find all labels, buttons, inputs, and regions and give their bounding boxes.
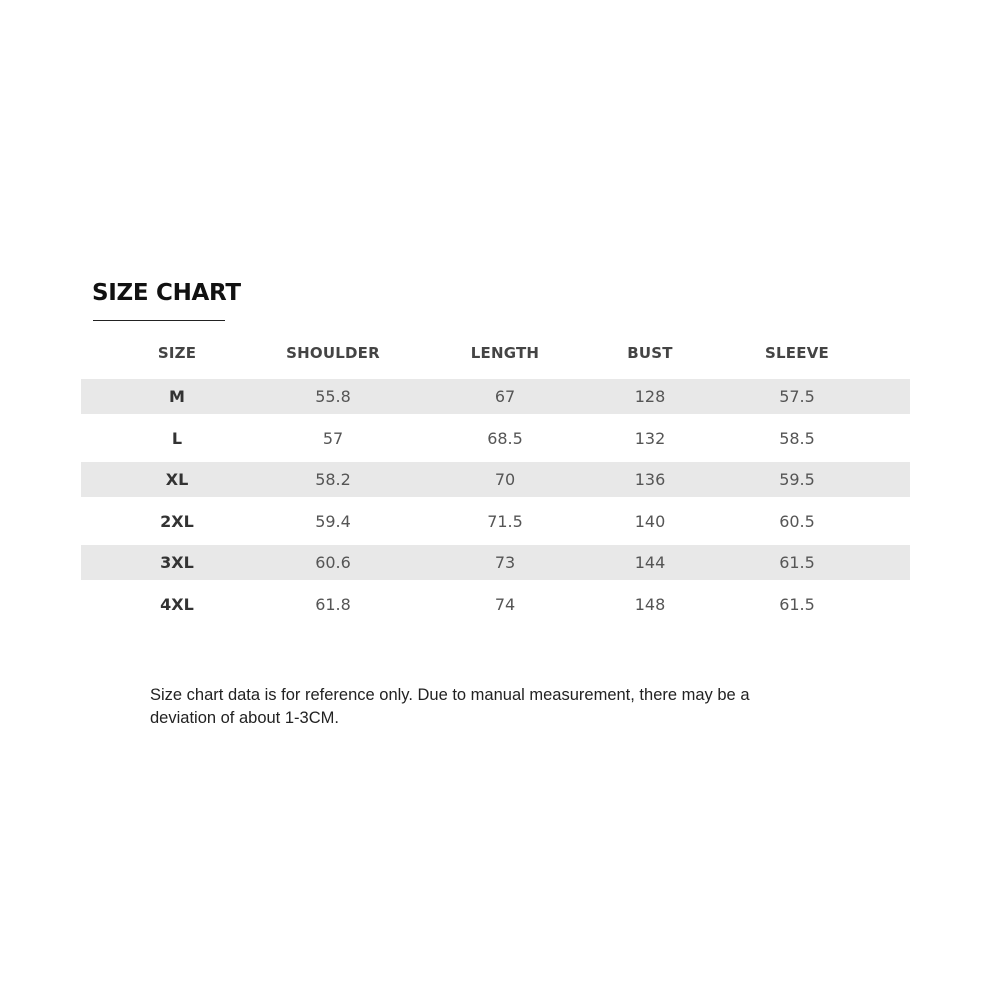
column-header-bust: BUST	[627, 344, 673, 362]
size-cell: 3XL	[160, 553, 194, 572]
size-cell: 2XL	[160, 511, 194, 531]
disclaimer-note: Size chart data is for reference only. Due to manual measurement, there may be a deviation of about 1-3CM.	[150, 686, 750, 727]
table-row	[81, 462, 910, 497]
size-cell: M	[169, 387, 185, 406]
table-row	[81, 545, 910, 580]
bust-cell: 144	[634, 553, 666, 572]
shoulder-cell: 57	[322, 428, 344, 448]
shoulder-cell: 60.6	[315, 553, 351, 572]
column-header-size: SIZE	[157, 344, 197, 362]
table-row	[81, 379, 910, 414]
length-cell: 73	[494, 553, 516, 572]
table-row	[81, 421, 910, 456]
table-row	[81, 587, 910, 622]
size-cell: 4XL	[160, 594, 194, 614]
sleeve-cell: 61.5	[779, 594, 815, 614]
shoulder-cell: 61.8	[315, 594, 351, 614]
page-title: SIZE CHART	[92, 280, 241, 306]
shoulder-cell: 58.2	[315, 470, 351, 489]
shoulder-cell: 59.4	[315, 511, 351, 531]
shoulder-cell: 55.8	[315, 387, 351, 406]
sleeve-cell: 60.5	[779, 511, 815, 531]
size-cell: L	[171, 428, 183, 448]
sleeve-cell: 61.5	[779, 553, 815, 572]
table-header-row	[81, 333, 910, 373]
sleeve-cell: 59.5	[779, 470, 815, 489]
title-underline	[93, 320, 225, 321]
size-cell: XL	[165, 470, 189, 489]
bust-cell: 136	[634, 470, 666, 489]
column-header-shoulder: SHOULDER	[286, 344, 380, 362]
length-cell: 71.5	[487, 511, 523, 531]
column-header-sleeve: SLEEVE	[765, 344, 829, 362]
sleeve-cell: 57.5	[779, 387, 815, 406]
length-cell: 68.5	[487, 428, 523, 448]
length-cell: 74	[494, 594, 516, 614]
column-header-length: LENGTH	[470, 344, 540, 362]
sleeve-cell: 58.5	[779, 428, 815, 448]
bust-cell: 140	[634, 511, 666, 531]
size-table	[81, 333, 910, 628]
bust-cell: 132	[634, 428, 666, 448]
length-cell: 67	[494, 387, 516, 406]
length-cell: 70	[494, 470, 516, 489]
table-row	[81, 504, 910, 539]
bust-cell: 128	[634, 387, 666, 406]
bust-cell: 148	[634, 594, 666, 614]
